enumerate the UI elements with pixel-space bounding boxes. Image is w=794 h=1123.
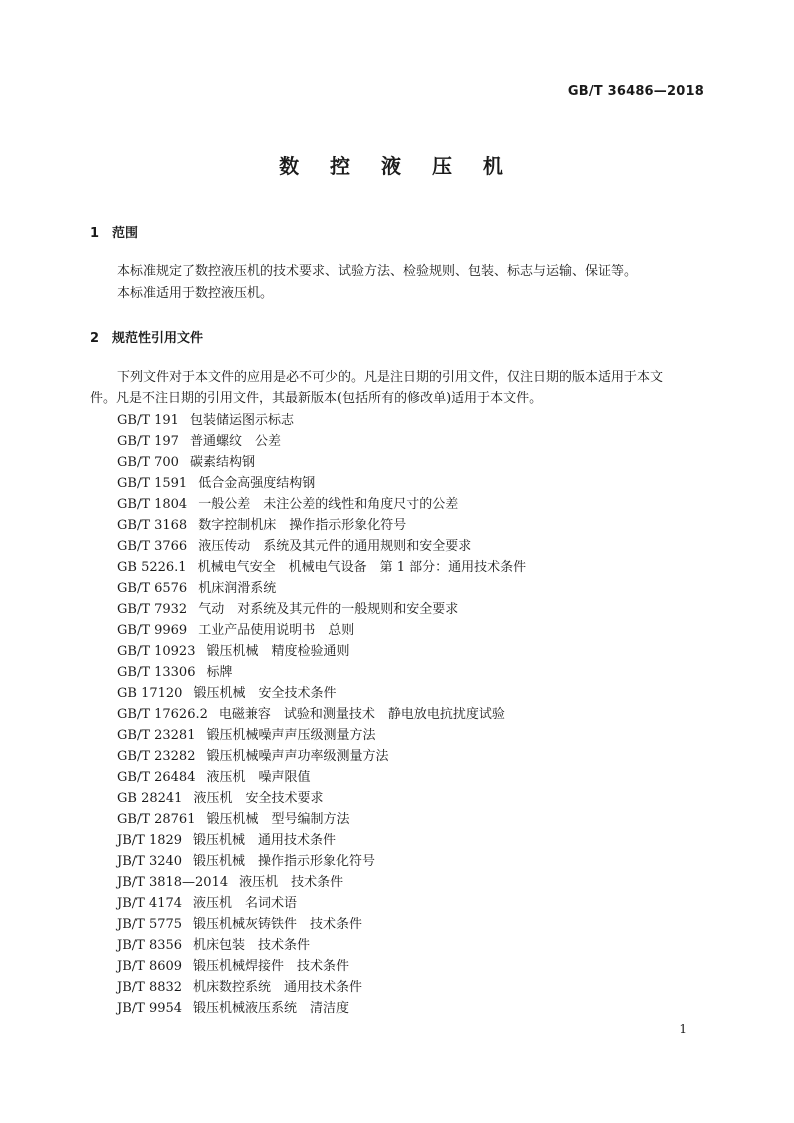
reference-title: 碳素结构钢 [189,455,255,470]
reference-code: JB/T 1829 [117,833,183,848]
document-title: 数 控 液 压 机 [279,154,515,178]
references-intro-line-2: 件。凡是不注日期的引用文件，其最新版本(包括所有的修改单)适用于本文件。 [90,391,543,406]
standard-code: GB/T 36486—2018 [567,84,704,99]
reference-code: GB/T 9969 [117,623,188,638]
reference-code: JB/T 9954 [117,1001,183,1016]
reference-title: 锻压机械 型号编制方法 [206,812,350,827]
section-number: 2 [90,331,100,346]
reference-code: GB 17120 [117,686,183,701]
reference-item [117,977,526,998]
reference-item [117,515,526,536]
reference-code: GB/T 13306 [117,665,196,680]
reference-title: 锻压机械灰铸铁件 技术条件 [193,917,363,932]
reference-code: GB/T 6576 [117,581,188,596]
reference-title: 液压传动 系统及其元件的通用规则和安全要求 [198,539,472,554]
reference-item [117,473,526,494]
reference-title: 数字控制机床 操作指示形象化符号 [198,518,407,533]
references-intro-line-1: 下列文件对于本文件的应用是必不可少的。凡是注日期的引用文件，仅注日期的版本适用于本文 [117,370,664,385]
reference-title: 液压机 技术条件 [239,875,344,890]
reference-item [117,452,526,473]
reference-title: 机床数控系统 通用技术条件 [193,980,363,995]
reference-code: GB/T 700 [117,455,179,470]
scope-paragraph-1: 本标准规定了数控液压机的技术要求、试验方法、检验规则、包装、标志与运输、保证等。 [117,264,638,279]
reference-code: GB/T 197 [117,434,179,449]
reference-item [117,914,526,935]
reference-item [117,599,526,620]
reference-code: JB/T 5775 [117,917,183,932]
reference-item [117,620,526,641]
reference-title: 机床包装 技术条件 [193,938,311,953]
reference-code: GB 28241 [117,791,183,806]
section-heading-scope [90,222,138,241]
reference-title: 锻压机械 操作指示形象化符号 [193,854,376,869]
reference-code: JB/T 3818—2014 [117,875,229,890]
reference-code: JB/T 4174 [117,896,183,911]
reference-code: GB/T 28761 [117,812,196,827]
reference-code: JB/T 8832 [117,980,183,995]
section-title: 规范性引用文件 [112,331,204,346]
section-heading-normative-references [90,327,203,346]
reference-item [117,788,526,809]
reference-item [117,725,526,746]
reference-title: 锻压机械 精度检验通则 [206,644,350,659]
reference-item [117,641,526,662]
reference-title: 液压机 噪声限值 [206,770,311,785]
reference-item [117,746,526,767]
reference-title: 普通螺纹 公差 [189,434,281,449]
reference-title: 电磁兼容 试验和测量技术 静电放电抗扰度试验 [218,707,505,722]
reference-item [117,578,526,599]
reference-code: GB/T 3766 [117,539,188,554]
reference-item [117,809,526,830]
reference-code: GB 5226.1 [117,560,187,575]
reference-title: 锻压机械 安全技术条件 [193,686,337,701]
reference-item [117,431,526,452]
reference-code: GB/T 7932 [117,602,188,617]
reference-item [117,410,526,431]
reference-title: 低合金高强度结构钢 [198,476,316,491]
reference-title: 液压机 安全技术要求 [193,791,324,806]
reference-title: 包装储运图示标志 [189,413,294,428]
reference-item [117,767,526,788]
reference-item [117,557,526,578]
reference-item [117,830,526,851]
reference-title: 机械电气安全 机械电气设备 第 1 部分：通用技术条件 [197,560,527,575]
reference-item [117,872,526,893]
reference-code: GB/T 23282 [117,749,196,764]
reference-item [117,956,526,977]
reference-title: 锻压机械噪声声功率级测量方法 [206,749,389,764]
reference-code: GB/T 1804 [117,497,188,512]
reference-title: 工业产品使用说明书 总则 [198,623,355,638]
reference-code: GB/T 26484 [117,770,196,785]
reference-item [117,683,526,704]
reference-item [117,662,526,683]
reference-item [117,851,526,872]
reference-title: 机床润滑系统 [198,581,277,596]
reference-code: JB/T 8609 [117,959,183,974]
reference-item [117,536,526,557]
reference-code: GB/T 191 [117,413,179,428]
reference-code: GB/T 17626.2 [117,707,208,722]
reference-code: JB/T 3240 [117,854,183,869]
reference-title: 气动 对系统及其元件的一般规则和安全要求 [198,602,459,617]
reference-item [117,494,526,515]
scope-paragraph-2: 本标准适用于数控液压机。 [117,286,274,301]
reference-item [117,935,526,956]
page-number: 1 [679,1022,687,1036]
reference-code: GB/T 1591 [117,476,188,491]
reference-title: 锻压机械 通用技术条件 [193,833,337,848]
reference-code: JB/T 8356 [117,938,183,953]
reference-title: 液压机 名词术语 [193,896,298,911]
reference-title: 锻压机械焊接件 技术条件 [193,959,350,974]
reference-item [117,704,526,725]
reference-code: GB/T 10923 [117,644,196,659]
reference-item [117,893,526,914]
reference-code: GB/T 23281 [117,728,196,743]
reference-item [117,998,526,1019]
reference-code: GB/T 3168 [117,518,188,533]
reference-title: 锻压机械液压系统 清洁度 [193,1001,350,1016]
reference-title: 一般公差 未注公差的线性和角度尺寸的公差 [198,497,459,512]
reference-title: 标牌 [206,665,233,680]
section-title: 范围 [112,226,139,241]
reference-title: 锻压机械噪声声压级测量方法 [206,728,376,743]
reference-list [117,410,526,1019]
section-number: 1 [90,226,100,241]
